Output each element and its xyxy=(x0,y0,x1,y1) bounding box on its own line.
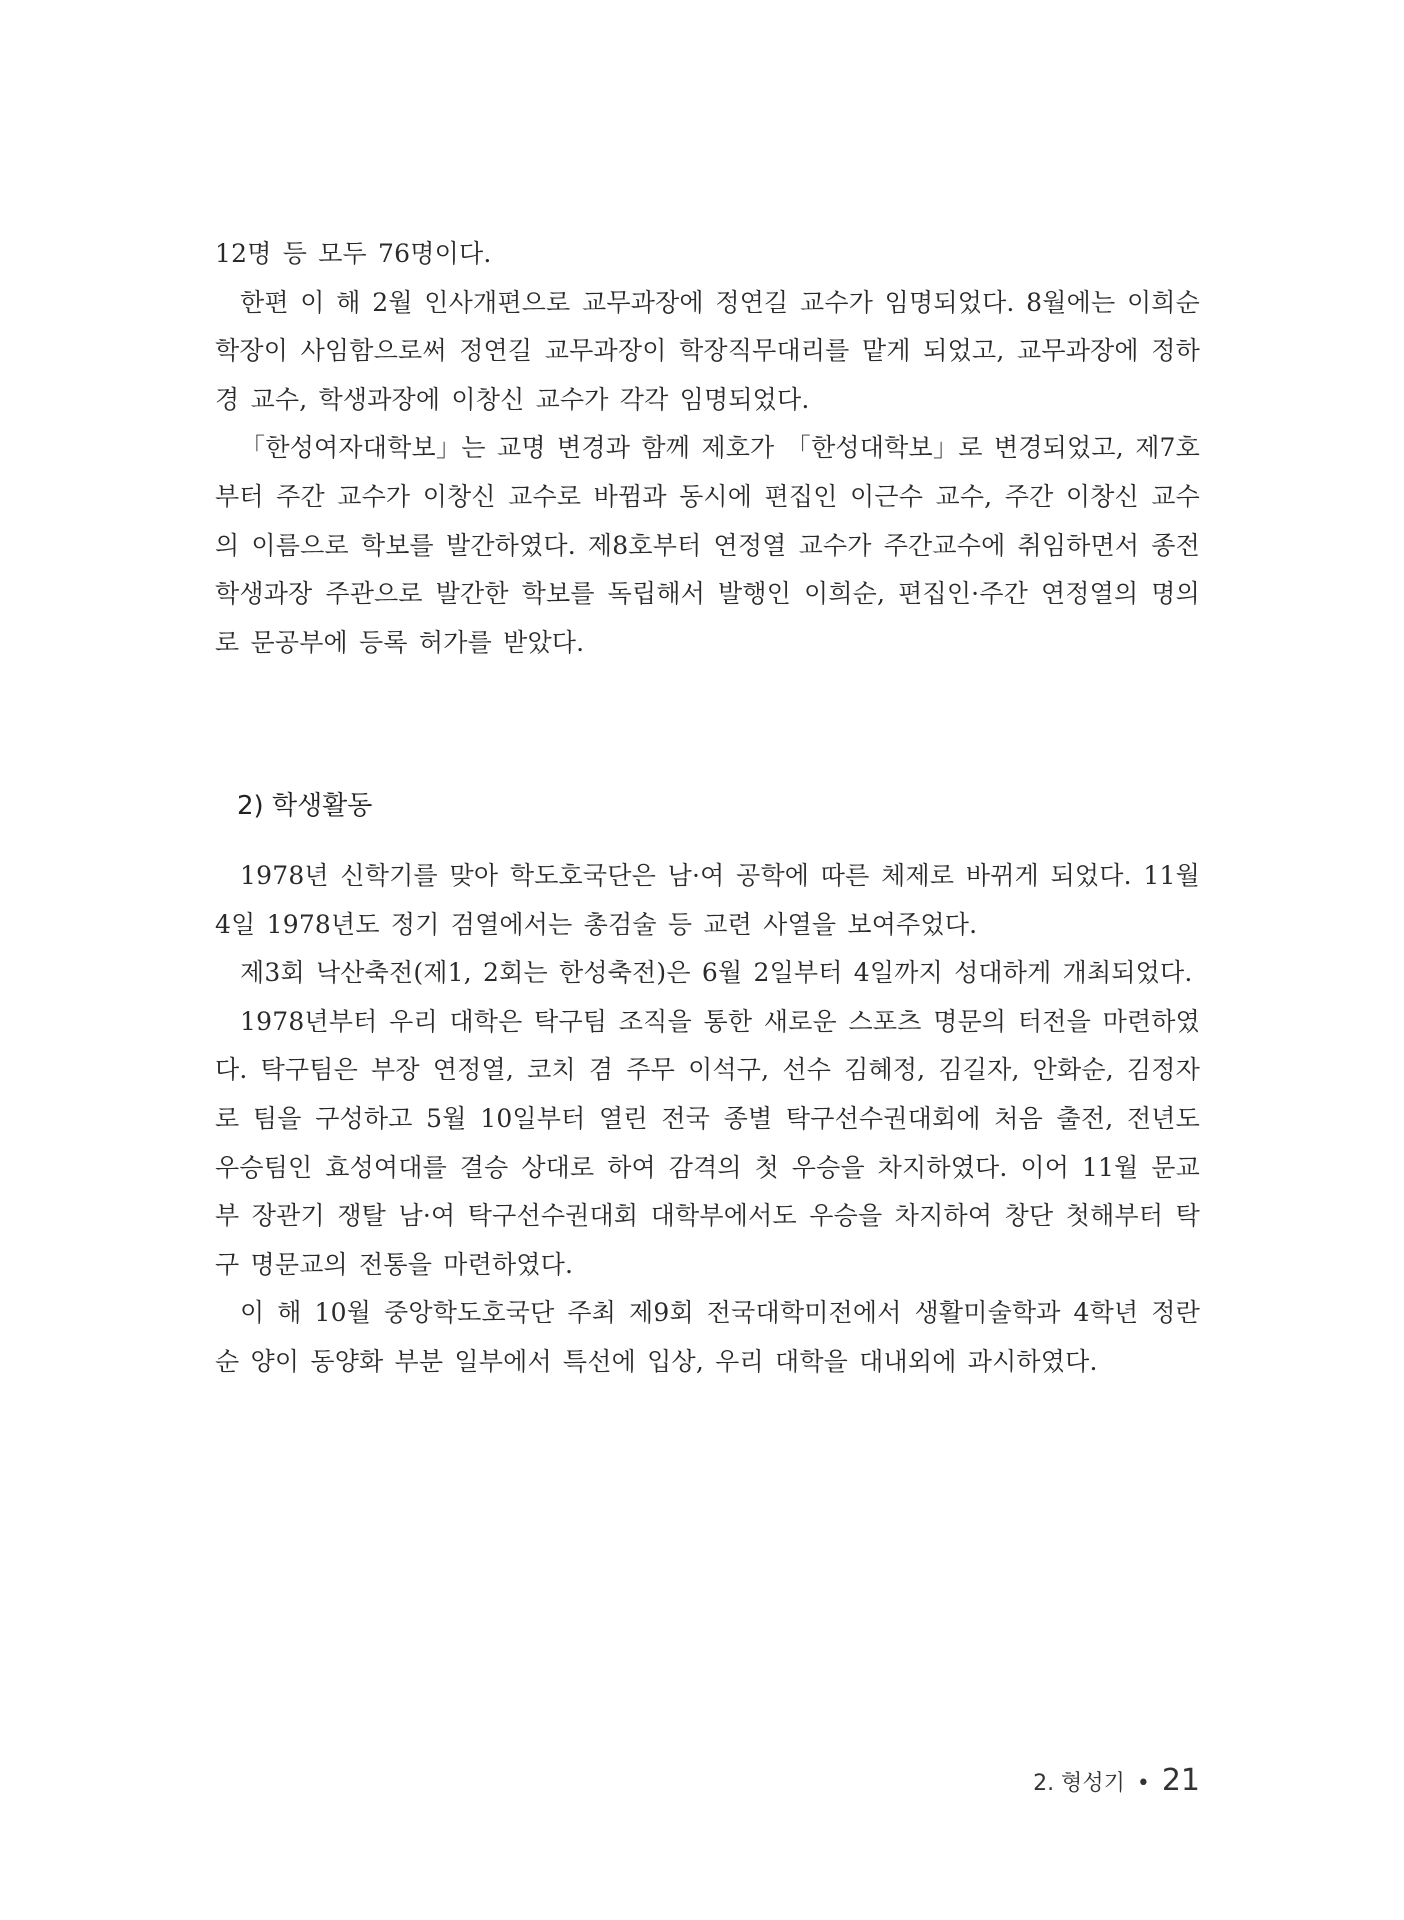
chapter-label: 2. 형성기 xyxy=(1033,1771,1125,1796)
paragraph-student-corps: 1978년 신학기를 맞아 학도호국단은 남·여 공학에 따른 체제로 바뀌게 되었다. 11월 4일 1978년도 정기 검열에서는 총검술 등 교련 사열을 보여주었다. xyxy=(215,861,1200,939)
page-footer xyxy=(1033,1763,1200,1798)
page-content xyxy=(215,230,1200,1376)
page-number: 21 xyxy=(1161,1763,1200,1798)
section-heading: 2) 학생활동 xyxy=(237,791,373,821)
paragraph-table-tennis: 1978년부터 우리 대학은 탁구팀 조직을 통한 새로운 스포츠 명문의 터전을 마련하였다. 탁구팀은 부장 연정열, 코치 겸 주무 이석구, 선수 김혜정, 김길자, 안화순, 김정자로 팀을 구성하고 5월 10일부터 열린 전국 종별 탁구선수권대회에 처음 출전, 전년도 우승팀인 효성여대를 결승 상대로 하여 감격의 첫 우승을 차지하였다. 이어 11월 문교부 장관기 쟁탈 남·여 탁구선수권대회 대학부에서도 우승을 차지하여 창단 첫해부터 탁구 명문교의 전통을 마련하였다. xyxy=(215,1006,1200,1279)
paragraph-continued: 12명 등 모두 76명이다. xyxy=(215,239,492,268)
paragraph-personnel: 한편 이 해 2월 인사개편으로 교무과장에 정연길 교수가 임명되었다. 8월에는 이희순 학장이 사임함으로써 정연길 교무과장이 학장직무대리를 맡게 되었고, 교무과장에 정하경 교수, 학생과장에 이창신 교수가 각각 임명되었다. xyxy=(215,287,1200,414)
paragraph-art-exhibition: 이 해 10월 중앙학도호국단 주최 제9회 전국대학미전에서 생활미술학과 4학년 정란순 양이 동양화 부분 일부에서 특선에 입상, 우리 대학을 대내외에 과시하였다. xyxy=(215,1298,1200,1376)
paragraph-school-newspaper: 「한성여자대학보」는 교명 변경과 함께 제호가 「한성대학보」로 변경되었고, 제7호부터 주간 교수가 이창신 교수로 바뀜과 동시에 편집인 이근수 교수, 주간 이창신 교수의 이름으로 학보를 발간하였다. 제8호부터 연정열 교수가 주간교수에 취임하면서 종전 학생과장 주관으로 발간한 학보를 독립해서 발행인 이희순, 편집인·주간 연정열의 명의로 문공부에 등록 허가를 받았다. xyxy=(215,433,1200,657)
section-body xyxy=(215,852,1200,1387)
footer-bullet: • xyxy=(1136,1771,1150,1796)
paragraph-festival: 제3회 낙산축전(제1, 2회는 한성축전)은 6월 2일부터 4일까지 성대하게 개최되었다. xyxy=(240,958,1193,988)
